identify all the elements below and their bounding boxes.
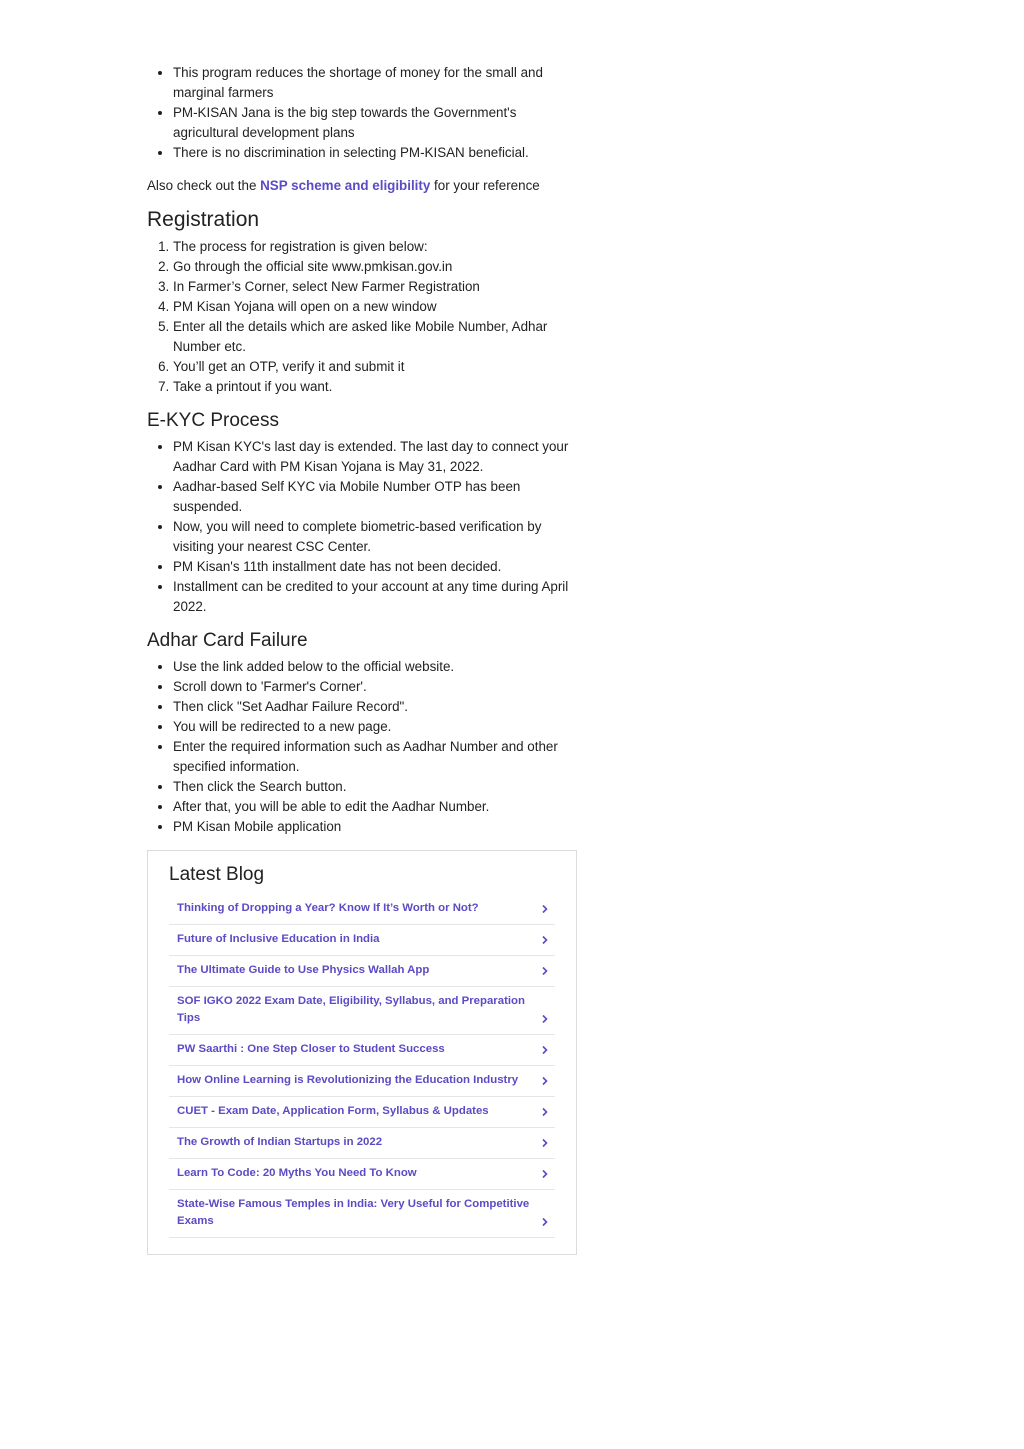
list-item: 7. Take a printout if you want. <box>173 377 577 397</box>
blog-link[interactable]: SOF IGKO 2022 Exam Date, Eligibility, Syllabus, and Preparation Tips <box>177 995 525 1024</box>
list-item: • PM Kisan's 11th installment date has not been decided. <box>173 557 577 577</box>
chevron-right-icon <box>540 1012 550 1026</box>
adhar-failure-bullet-list <box>147 657 577 837</box>
list-item: 1. The process for registration is given below: <box>173 237 577 257</box>
chevron-right-icon <box>540 902 550 916</box>
list-item: 3. In Farmer’s Corner, select New Farmer Registration <box>173 277 577 297</box>
latest-blog-heading: Latest Blog <box>169 864 265 885</box>
list-item: • Then click the Search button. <box>173 777 577 797</box>
adhar-failure-heading: Adhar Card Failure <box>147 630 308 651</box>
registration-steps-list <box>147 237 577 397</box>
chevron-right-icon <box>540 964 550 978</box>
blog-list-item[interactable] <box>169 1035 555 1066</box>
blog-link[interactable]: PW Saarthi : One Step Closer to Student Success <box>177 1043 445 1055</box>
ekyc-bullet-list <box>147 437 577 617</box>
list-item: 5. Enter all the details which are asked like Mobile Number, Adhar Number etc. <box>173 317 577 357</box>
article-content <box>147 62 577 1255</box>
blog-list-item[interactable] <box>169 987 555 1035</box>
intro-bullet-list <box>147 63 577 163</box>
list-item: • There is no discrimination in selecting PM-KISAN beneficial. <box>173 143 577 163</box>
blog-link[interactable]: Future of Inclusive Education in India <box>177 933 380 945</box>
blog-list-item[interactable] <box>169 1097 555 1128</box>
list-item: • Now, you will need to complete biometric-based verification by visiting your nearest CSC Center. <box>173 517 577 557</box>
list-item: 4. PM Kisan Yojana will open on a new window <box>173 297 577 317</box>
chevron-right-icon <box>540 1167 550 1181</box>
registration-heading: Registration <box>147 208 260 231</box>
nsp-scheme-link[interactable]: NSP scheme and eligibility <box>260 178 431 193</box>
list-item: • Installment can be credited to your account at any time during April 2022. <box>173 577 577 617</box>
latest-blog-list <box>169 894 555 1238</box>
list-item: 6. You’ll get an OTP, verify it and submit it <box>173 357 577 377</box>
ekyc-heading: E-KYC Process <box>147 410 279 431</box>
chevron-right-icon <box>540 933 550 947</box>
list-item: • Then click "Set Aadhar Failure Record". <box>173 697 577 717</box>
latest-blog-widget <box>147 850 577 1255</box>
chevron-right-icon <box>540 1043 550 1057</box>
chevron-right-icon <box>540 1215 550 1229</box>
blog-list-item[interactable] <box>169 1159 555 1190</box>
list-item: • Aadhar-based Self KYC via Mobile Number OTP has been suspended. <box>173 477 577 517</box>
list-item: • After that, you will be able to edit the Aadhar Number. <box>173 797 577 817</box>
blog-link[interactable]: The Ultimate Guide to Use Physics Wallah App <box>177 964 430 976</box>
chevron-right-icon <box>540 1136 550 1150</box>
reference-prefix: Also check out the <box>147 178 261 193</box>
blog-link[interactable]: State-Wise Famous Temples in India: Very Useful for Competitive Exams <box>177 1198 530 1227</box>
blog-list-item[interactable] <box>169 1128 555 1159</box>
blog-list-item[interactable] <box>169 925 555 956</box>
list-item: • This program reduces the shortage of money for the small and marginal farmers <box>173 63 577 103</box>
chevron-right-icon <box>540 1074 550 1088</box>
list-item: • You will be redirected to a new page. <box>173 717 577 737</box>
blog-link[interactable]: CUET - Exam Date, Application Form, Syllabus & Updates <box>177 1105 489 1117</box>
list-item: • Use the link added below to the official website. <box>173 657 577 677</box>
blog-list-item[interactable] <box>169 1190 555 1238</box>
list-item: • Enter the required information such as Aadhar Number and other specified information. <box>173 737 577 777</box>
blog-link[interactable]: How Online Learning is Revolutionizing the Education Industry <box>177 1074 519 1086</box>
reference-suffix: for your reference <box>430 178 540 193</box>
list-item: • PM Kisan Mobile application <box>173 817 577 837</box>
list-item: • Scroll down to 'Farmer's Corner'. <box>173 677 577 697</box>
blog-link[interactable]: The Growth of Indian Startups in 2022 <box>177 1136 383 1148</box>
reference-paragraph <box>147 176 577 196</box>
list-item: • PM Kisan KYC's last day is extended. The last day to connect your Aadhar Card with PM Kisan Yojana is May 31, 2022. <box>173 437 577 477</box>
list-item: • PM-KISAN Jana is the big step towards the Government's agricultural development plans <box>173 103 577 143</box>
blog-link[interactable]: Thinking of Dropping a Year? Know If It’s Worth or Not? <box>177 902 479 914</box>
blog-list-item[interactable] <box>169 956 555 987</box>
list-item: 2. Go through the official site www.pmkisan.gov.in <box>173 257 577 277</box>
blog-list-item[interactable] <box>169 1066 555 1097</box>
chevron-right-icon <box>540 1105 550 1119</box>
blog-list-item[interactable] <box>169 894 555 925</box>
blog-link[interactable]: Learn To Code: 20 Myths You Need To Know <box>177 1167 417 1179</box>
